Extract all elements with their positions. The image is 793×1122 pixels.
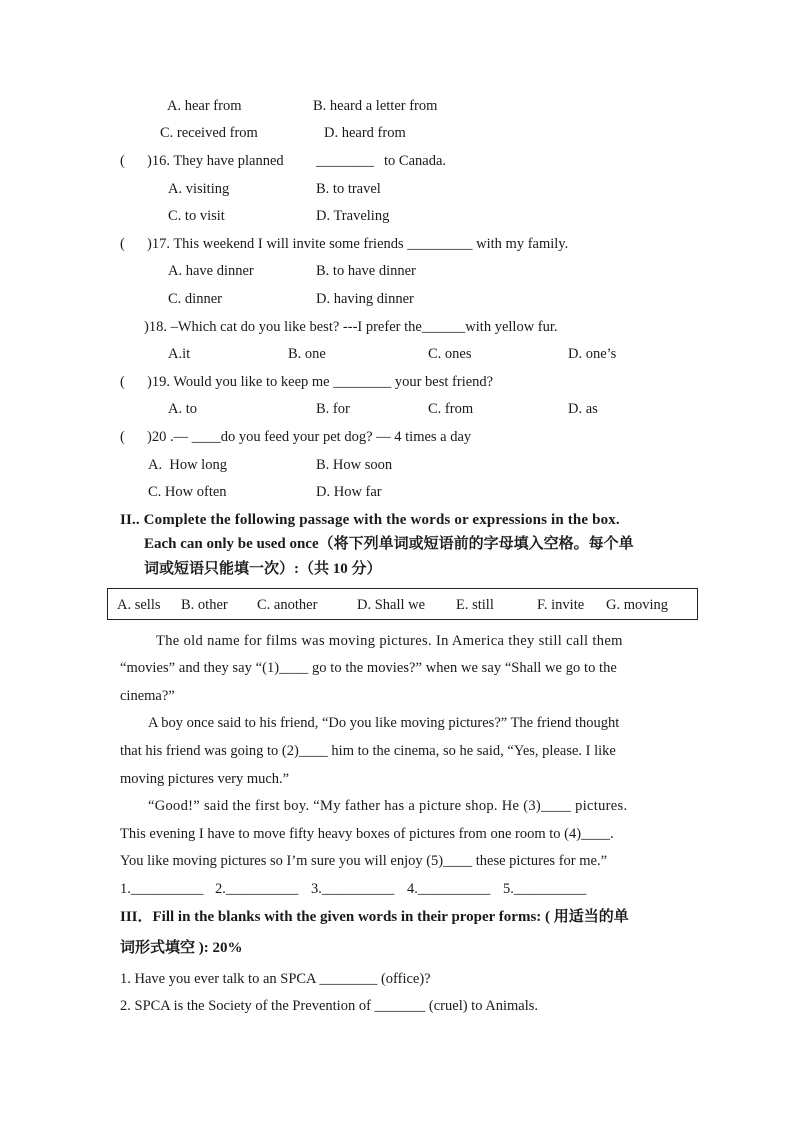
passage-p3-line2: This evening I have to move fifty heavy boxes of pictures from one room to (4)____. — [120, 826, 614, 842]
section2-heading-line1: II.. Complete the following passage with the words or expressions in the box. — [120, 512, 620, 528]
q15-option-b: B. heard a letter from — [313, 98, 438, 114]
q19-answer-paren: ( — [120, 374, 125, 390]
q17-option-b: B. to have dinner — [316, 263, 416, 279]
q19-option-c: C. from — [428, 401, 474, 417]
passage-p3-line1: “Good!” said the first boy. “My father has a picture shop. He (3)____ pictures. — [148, 798, 628, 814]
section2-heading-line3: 词或短语只能填一次）:（共 10 分） — [144, 561, 382, 577]
section3-heading-line1: III．Fill in the blanks with the given words in their proper forms: ( 用适当的单 — [120, 909, 629, 925]
q20-option-a: A. How long — [148, 457, 227, 473]
q18-stem: )18. –Which cat do you like best? ---I prefer the______with yellow fur. — [144, 319, 558, 335]
q20-stem: )20 .— ____do you feed your pet dog? — 4 times a day — [147, 429, 472, 445]
q16-option-a: A. visiting — [168, 181, 230, 197]
word-bank-item: F. invite — [537, 597, 585, 613]
answer-blank: 2.__________ — [215, 881, 299, 897]
q17-answer-paren: ( — [120, 236, 125, 252]
q19-option-b: B. for — [316, 401, 350, 417]
q18-option-d: D. one’s — [568, 346, 617, 362]
q16-rest: to Canada. — [384, 153, 447, 169]
q16-option-b: B. to travel — [316, 181, 381, 197]
q15-option-d: D. heard from — [324, 125, 406, 141]
q17-stem: )17. This weekend I will invite some friends _________ with my family. — [147, 236, 569, 252]
q20-answer-paren: ( — [120, 429, 125, 445]
section3-item-1: 1. Have you ever talk to an SPCA ________ (office)? — [120, 971, 431, 987]
q16-option-c: C. to visit — [168, 208, 225, 224]
section3-heading-line2: 词形式填空 ): 20% — [120, 940, 243, 956]
passage-p1-line3: cinema?” — [120, 688, 175, 704]
passage-p1-line2: “movies” and they say “(1)____ go to the movies?” when we say “Shall we go to the — [120, 660, 617, 676]
answer-blank: 5.__________ — [503, 881, 587, 897]
passage-p2-line2: that his friend was going to (2)____ him to the cinema, so he said, “Yes, please. I like — [120, 743, 616, 759]
q19-option-a: A. to — [168, 401, 197, 417]
section3-item-2: 2. SPCA is the Society of the Prevention of _______ (cruel) to Animals. — [120, 998, 539, 1014]
answer-blank: 3.__________ — [311, 881, 395, 897]
section2-heading-line2: Each can only be used once（将下列单词或短语前的字母填入空格。每个单 — [144, 536, 634, 552]
q17-option-c: C. dinner — [168, 291, 222, 307]
passage-p1-line1: The old name for films was moving pictures. In America they still call them — [156, 633, 623, 649]
answer-blank: 1.__________ — [120, 881, 204, 897]
word-bank-item: C. another — [257, 597, 318, 613]
passage-p3-line3: You like moving pictures so I’m sure you will enjoy (5)____ these pictures for me.” — [120, 853, 608, 869]
q20-option-b: B. How soon — [316, 457, 393, 473]
q20-option-c: C. How often — [148, 484, 227, 500]
word-bank-item: E. still — [456, 597, 494, 613]
q15-option-c: C. received from — [160, 125, 258, 141]
q18-option-a: A.it — [168, 346, 191, 362]
q19-stem: )19. Would you like to keep me ________ your best friend? — [147, 374, 494, 390]
q16-stem: )16. They have planned — [147, 153, 284, 169]
word-bank-item: G. moving — [606, 597, 669, 613]
word-bank-item: B. other — [181, 597, 228, 613]
answer-blank: 4.__________ — [407, 881, 491, 897]
word-bank-item: A. sells — [117, 597, 161, 613]
q20-option-d: D. How far — [316, 484, 382, 500]
passage-p2-line3: moving pictures very much.” — [120, 771, 290, 787]
q17-option-a: A. have dinner — [168, 263, 254, 279]
q18-option-b: B. one — [288, 346, 326, 362]
q17-option-d: D. having dinner — [316, 291, 414, 307]
q18-option-c: C. ones — [428, 346, 472, 362]
q15-option-a: A. hear from — [167, 98, 242, 114]
q16-answer-paren: ( — [120, 153, 125, 169]
word-bank-item: D. Shall we — [357, 597, 426, 613]
passage-p2-line1: A boy once said to his friend, “Do you like moving pictures?” The friend thought — [148, 715, 620, 731]
q19-option-d: D. as — [568, 401, 598, 417]
q16-blank: ________ — [316, 153, 374, 169]
q16-option-d: D. Traveling — [316, 208, 390, 224]
